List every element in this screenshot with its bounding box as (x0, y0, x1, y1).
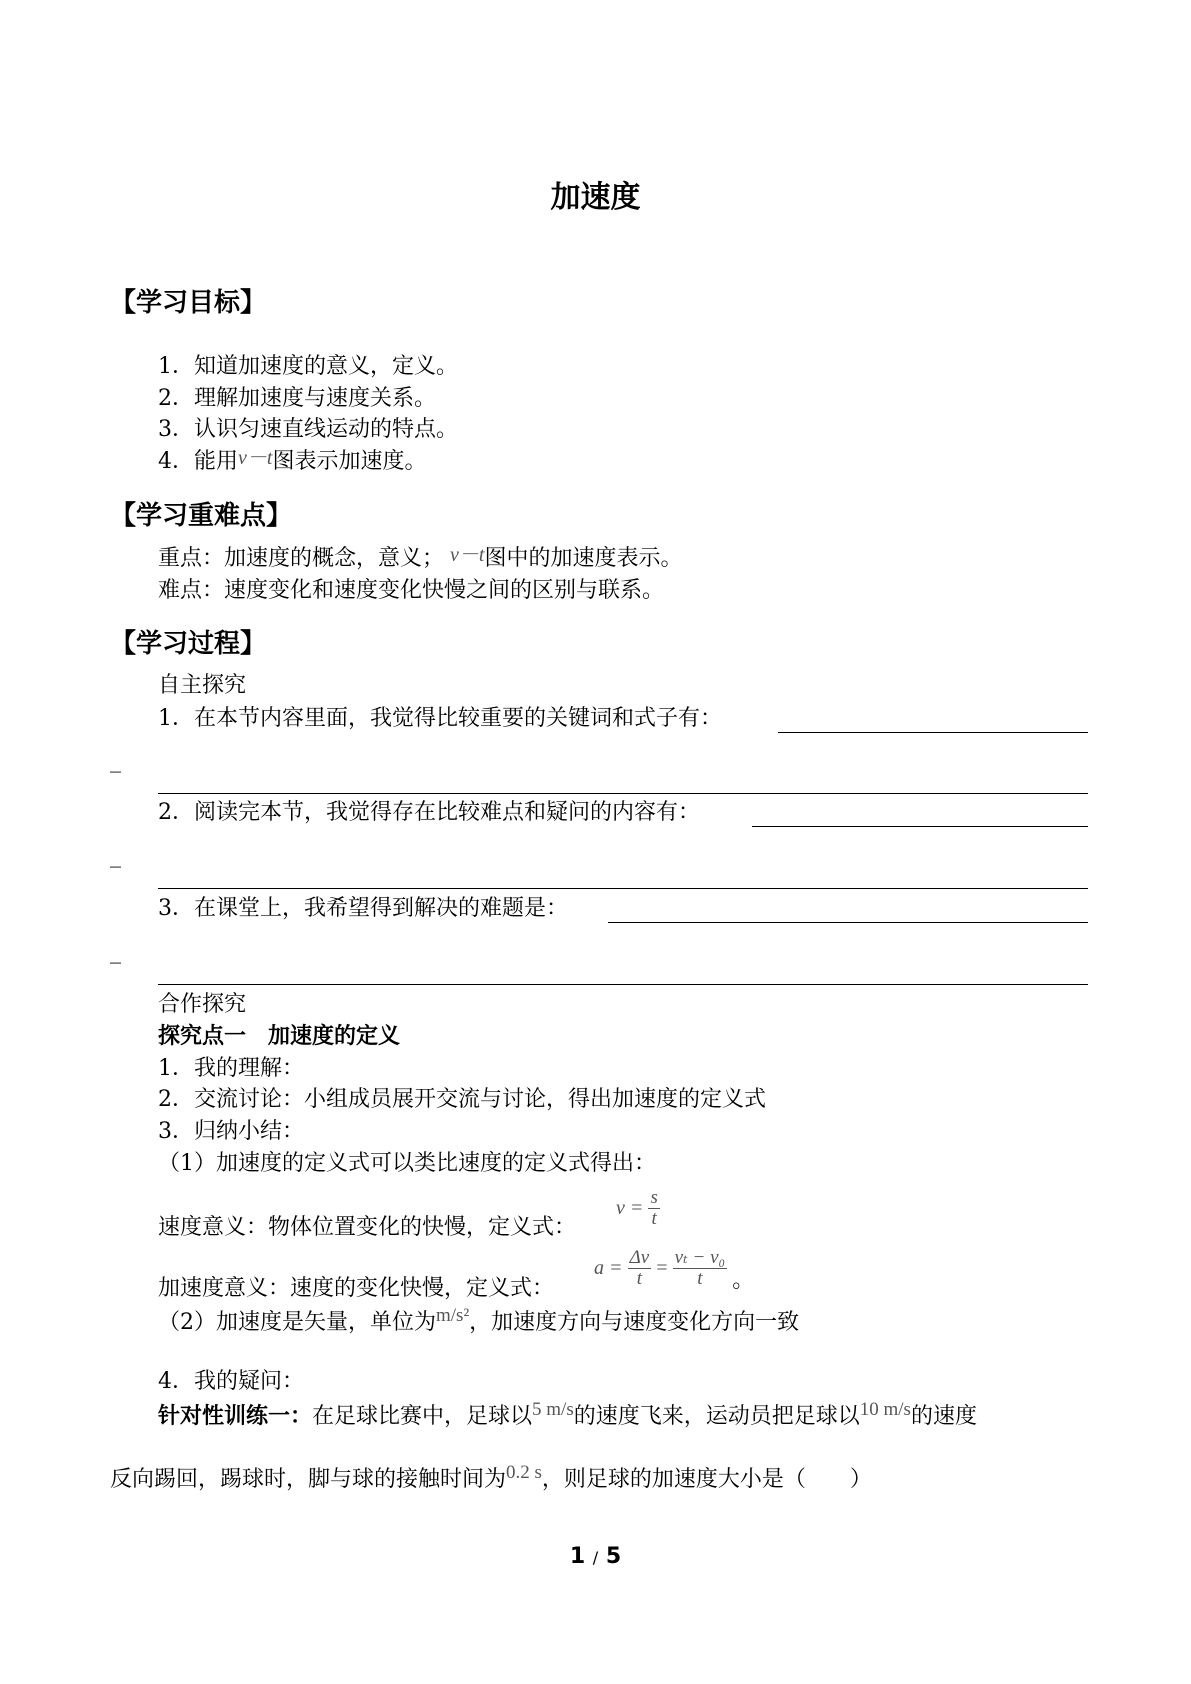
goal-item: 4．能用v－t图表示加速度。 (158, 447, 427, 474)
speed-formula: v = $\frac{s}{t}$ (616, 1187, 658, 1229)
goal-item: 3．认识匀速直线运动的特点。 (158, 417, 458, 442)
dash: _ (110, 939, 121, 964)
question-1: 1．在本节内容里面，我觉得比较重要的关键词和式子有： (158, 706, 722, 731)
exercise-label: 针对性训练一： (158, 1404, 313, 1429)
speed-definition: 速度意义：物体位置变化的快慢，定义式： (158, 1215, 577, 1240)
unit-m-s2: m/s² (436, 1305, 470, 1326)
section-header-goals: 【学习目标】 (110, 288, 267, 318)
answer-line[interactable] (778, 732, 1088, 733)
acceleration-definition: 加速度意义：速度的变化快慢，定义式： (158, 1276, 555, 1301)
coop-item: 1．我的理解： (158, 1056, 304, 1081)
answer-line[interactable] (158, 888, 1088, 889)
answer-line[interactable] (158, 984, 1088, 985)
coop-label: 合作探究 (158, 992, 247, 1017)
math-v-t: v－t (450, 544, 485, 566)
difficult-point: 难点：速度变化和速度变化快慢之间的区别与联系。 (158, 578, 665, 603)
value-0-2-s: 0.2 s (506, 1462, 542, 1483)
answer-line[interactable] (608, 922, 1088, 923)
value-5-m-s: 5 m/s (532, 1399, 574, 1420)
key-point: 重点：加速度的概念，意义； v－t图中的加速度表示。 (158, 544, 683, 571)
acceleration-formula: a = $\frac{\Delta v}{t}$ = $\frac{\text{vₜ − v₀}}{t}$ 。 (594, 1247, 755, 1293)
page-title: 加速度 (550, 180, 641, 215)
inquiry-point-title: 探究点一 加速度的定义 (158, 1024, 401, 1049)
section-header-key: 【学习重难点】 (110, 501, 293, 531)
exercise-line-2: 反向踢回，踢球时，脚与球的接触时间为0.2 s，则足球的加速度大小是（ ） (110, 1462, 872, 1492)
dash: _ (110, 748, 121, 773)
section-header-process: 【学习过程】 (110, 629, 267, 659)
summary-2: （2）加速度是矢量，单位为m/s²，加速度方向与速度变化方向一致 (158, 1305, 800, 1335)
answer-line[interactable] (752, 826, 1088, 827)
math-v-t: v－t (238, 447, 273, 469)
summary-1: （1）加速度的定义式可以类比速度的定义式得出： (158, 1151, 656, 1176)
exercise-line-1: 针对性训练一：在足球比赛中，足球以5 m/s的速度飞来，运动员把足球以10 m/s的速度 (158, 1399, 977, 1429)
self-study-label: 自主探究 (158, 673, 247, 698)
goal-item: 1．知道加速度的意义，定义。 (158, 354, 458, 379)
page-number: 1 / 5 (569, 1544, 622, 1569)
question-3: 3．在课堂上，我希望得到解决的难题是： (158, 896, 568, 921)
coop-item: 2．交流讨论：小组成员展开交流与讨论，得出加速度的定义式 (158, 1087, 766, 1112)
coop-item: 4．我的疑问： (158, 1369, 304, 1394)
value-10-m-s: 10 m/s (859, 1399, 911, 1420)
question-2: 2．阅读完本节，我觉得存在比较难点和疑问的内容有： (158, 800, 700, 825)
dash: _ (110, 843, 121, 868)
goal-item: 2．理解加速度与速度关系。 (158, 386, 436, 411)
coop-item: 3．归纳小结： (158, 1119, 304, 1144)
answer-line[interactable] (158, 793, 1088, 794)
